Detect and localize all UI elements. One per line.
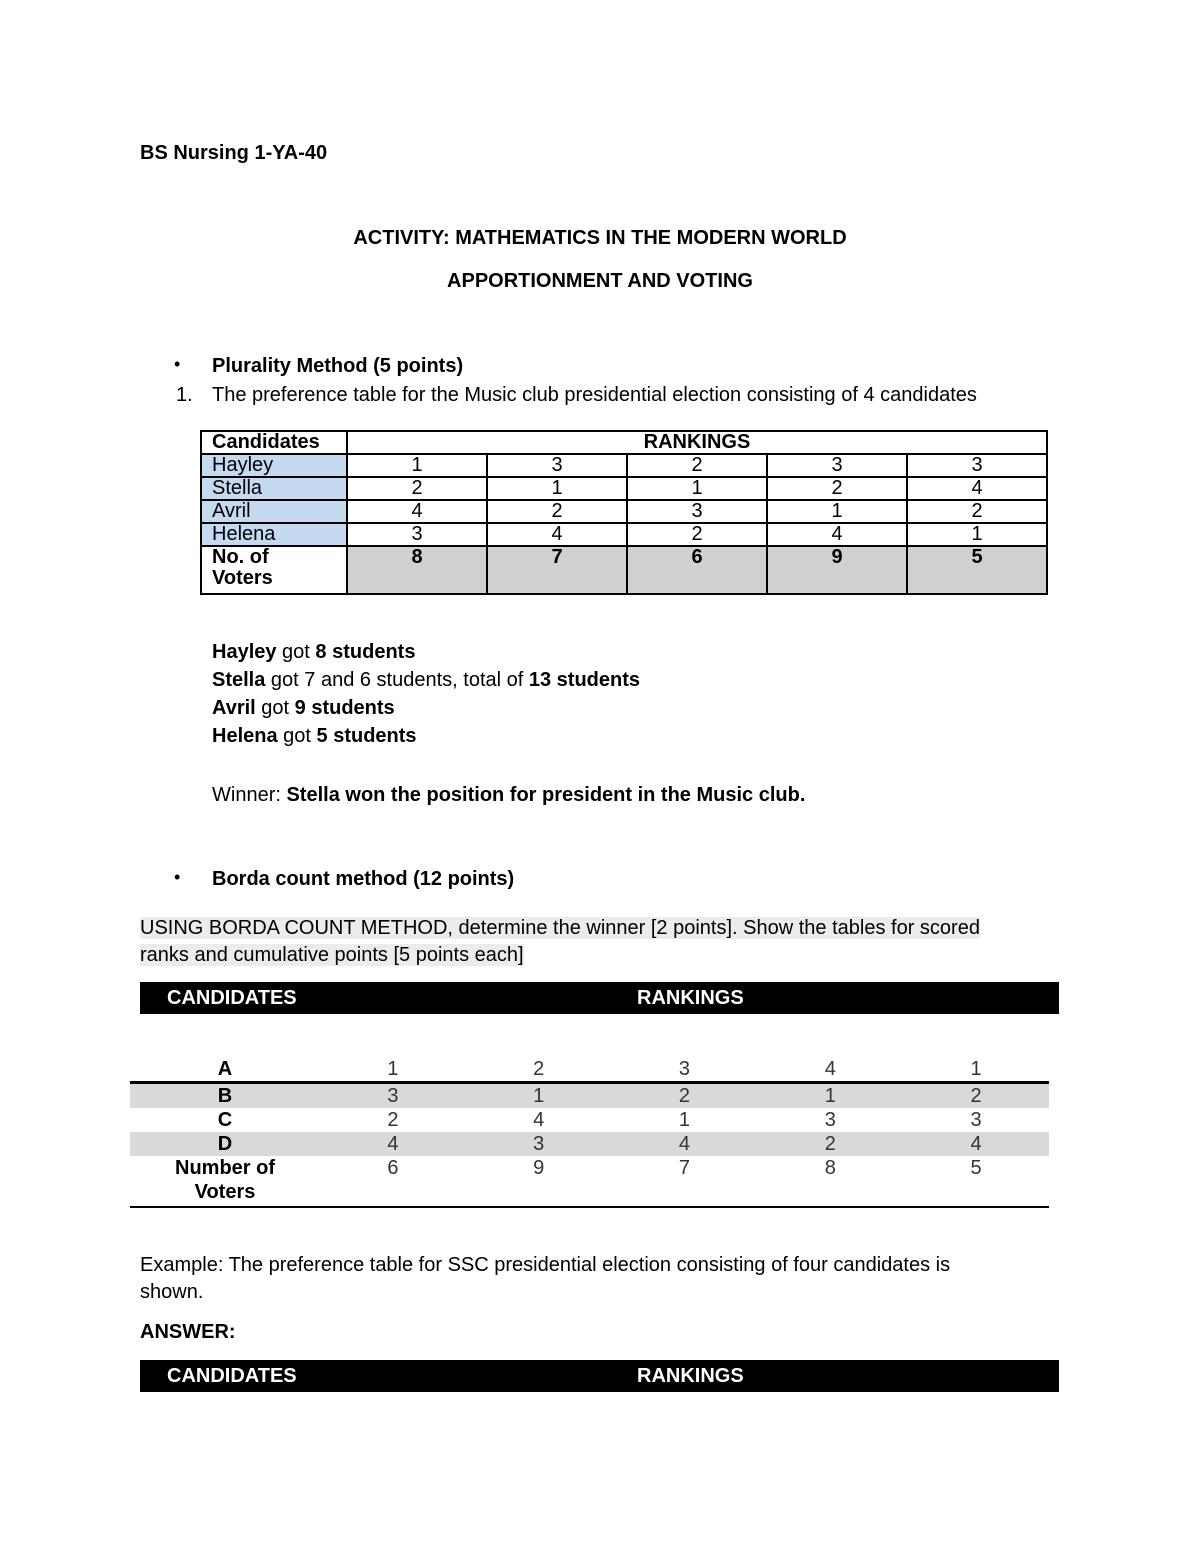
result-name: Helena: [212, 725, 278, 747]
result-name: Stella: [212, 669, 266, 691]
winner-label: Winner:: [212, 784, 287, 806]
result-text: got: [255, 697, 295, 719]
rank-cell: 3: [907, 454, 1047, 477]
activity-title: ACTIVITY: MATHEMATICS IN THE MODERN WORLD: [353, 227, 847, 249]
winner-text: Stella won the position for president in the Music club.: [286, 784, 806, 806]
candidate-name: Avril: [201, 500, 347, 523]
table-row: [130, 1083, 1049, 1109]
table-row: [201, 454, 1047, 477]
rank-cell: 1: [627, 477, 767, 500]
voters-cell: 6: [627, 546, 767, 594]
voters-label-line2: Voters: [194, 1181, 256, 1203]
voters-row: [130, 1156, 1049, 1207]
rank-cell: 1: [487, 477, 627, 500]
rank-cell: 2: [487, 500, 627, 523]
rank-cell: 2: [387, 1109, 399, 1131]
course-code: BS Nursing 1-YA-40: [140, 142, 328, 164]
borda-instruction: [140, 915, 980, 969]
result-name: Avril: [212, 697, 256, 719]
result-text: got: [277, 725, 317, 747]
result-count: 13 students: [528, 669, 641, 691]
voters-cell: 9: [767, 546, 907, 594]
candidate-name: D: [130, 1132, 320, 1156]
rank-cell: 2: [907, 500, 1047, 523]
voters-cell: 7: [487, 546, 627, 594]
result-avril: [212, 697, 395, 720]
rank-cell: 3: [487, 454, 627, 477]
result-count: 8 students: [315, 641, 416, 663]
plurality-table: [200, 430, 1048, 595]
bar-rankings: RANKINGS: [637, 987, 744, 1009]
rank-cell: 1: [347, 454, 487, 477]
table-row: [130, 1057, 1049, 1083]
voters-cell: 7: [612, 1156, 758, 1207]
voters-label: [130, 1156, 320, 1207]
voters-cell: 5: [907, 546, 1047, 594]
candidate-name: A: [130, 1057, 320, 1083]
result-count: 5 students: [316, 725, 417, 747]
rank-cell: 1: [903, 1057, 1049, 1083]
voters-cell: 8: [347, 546, 487, 594]
borda-table: [130, 1057, 1049, 1208]
rank-cell: 1: [466, 1083, 612, 1109]
table-row: [201, 477, 1047, 500]
candidate-name: Stella: [201, 477, 347, 500]
voters-cell: 5: [903, 1156, 1049, 1207]
header-rankings: RANKINGS: [347, 431, 1047, 454]
candidate-name: C: [217, 1109, 233, 1131]
rank-cell: 1: [320, 1057, 466, 1083]
candidate-name: B: [130, 1083, 320, 1109]
result-count: 9 students: [294, 697, 395, 719]
result-text: got: [276, 641, 316, 663]
voters-label-line1: No. of: [212, 546, 269, 568]
bar-candidates: CANDIDATES: [167, 987, 297, 1009]
bar-candidates: CANDIDATES: [167, 1365, 297, 1387]
rank-cell: 2: [347, 477, 487, 500]
rank-cell: 3: [612, 1057, 758, 1083]
answer-label: ANSWER:: [140, 1321, 236, 1343]
rank-cell: 2: [903, 1083, 1049, 1109]
rank-cell: 4: [907, 477, 1047, 500]
bar-rankings: RANKINGS: [637, 1365, 744, 1387]
rank-cell: 1: [678, 1109, 691, 1131]
rank-cell: 2: [767, 477, 907, 500]
rank-cell: 2: [757, 1132, 903, 1156]
voters-cell: 8: [757, 1156, 903, 1207]
result-helena: [212, 725, 417, 748]
example-line2: shown.: [140, 1281, 204, 1303]
table-header-row: [201, 431, 1047, 454]
result-stella: [212, 669, 640, 692]
table-row: [201, 523, 1047, 546]
rank-cell: 2: [466, 1057, 612, 1083]
rank-cell: 1: [757, 1083, 903, 1109]
rank-cell: 1: [767, 500, 907, 523]
table-row: [201, 500, 1047, 523]
voters-label-line2: Voters: [212, 567, 273, 589]
borda-header-bar: [140, 982, 1059, 1014]
rank-cell: 3: [466, 1132, 612, 1156]
example-line1: Example: The preference table for SSC presidential election consisting of four candidates is: [140, 1254, 951, 1276]
rank-cell: 4: [767, 523, 907, 546]
rank-cell: 4: [487, 523, 627, 546]
topic-title: APPORTIONMENT AND VOTING: [447, 270, 753, 292]
rank-cell: 3: [970, 1109, 982, 1131]
table-row: [130, 1108, 1049, 1132]
candidate-name: Helena: [201, 523, 347, 546]
table-row: [130, 1132, 1049, 1156]
voters-cell: 9: [466, 1156, 612, 1207]
rank-cell: 4: [347, 500, 487, 523]
example-text: [140, 1252, 950, 1306]
rank-cell: 3: [627, 500, 767, 523]
result-hayley: [212, 641, 415, 664]
rank-cell: 4: [533, 1109, 545, 1131]
bullet-icon: •: [174, 867, 181, 887]
item-text: The preference table for the Music club presidential election consisting of 4 candidates: [212, 384, 977, 406]
bullet-icon: •: [174, 354, 181, 374]
rank-cell: 4: [612, 1132, 758, 1156]
instruction-line1: USING BORDA COUNT METHOD, determine the winner [2 points]. Show the tables for scored: [140, 917, 980, 939]
winner-line: [212, 784, 805, 807]
rank-cell: 4: [757, 1057, 903, 1083]
rank-cell: 3: [320, 1083, 466, 1109]
borda-heading: Borda count method (12 points): [212, 868, 515, 890]
candidate-name: Hayley: [201, 454, 347, 477]
voters-cell: 6: [320, 1156, 466, 1207]
rank-cell: 3: [347, 523, 487, 546]
rank-cell: 2: [612, 1083, 758, 1109]
header-candidates: Candidates: [201, 431, 347, 454]
voters-label-line1: Number of: [175, 1157, 275, 1179]
rank-cell: 1: [907, 523, 1047, 546]
instruction-line2: ranks and cumulative points [5 points each]: [140, 944, 524, 966]
rank-cell: 2: [627, 454, 767, 477]
result-text: got 7 and 6 students, total of: [265, 669, 529, 691]
rank-cell: 2: [627, 523, 767, 546]
voters-row: [201, 546, 1047, 594]
rank-cell: 4: [903, 1132, 1049, 1156]
rank-cell: 3: [767, 454, 907, 477]
item-number: 1.: [176, 384, 193, 406]
result-name: Hayley: [212, 641, 277, 663]
answer-header-bar: [140, 1360, 1059, 1392]
rank-cell: 3: [824, 1109, 836, 1131]
voters-label: [201, 546, 347, 594]
rank-cell: 4: [320, 1132, 466, 1156]
plurality-heading: Plurality Method (5 points): [212, 355, 464, 377]
